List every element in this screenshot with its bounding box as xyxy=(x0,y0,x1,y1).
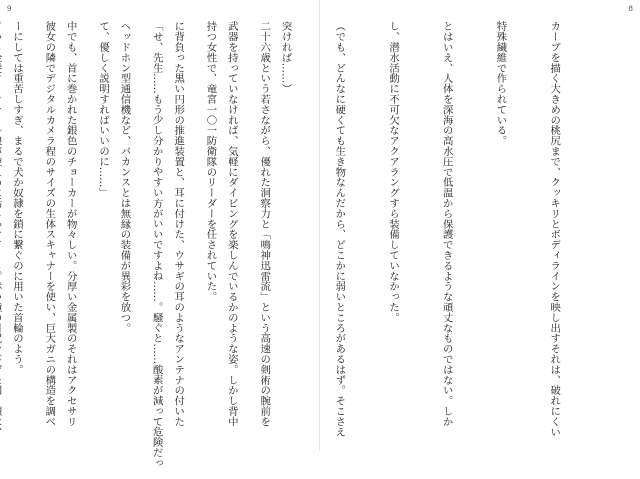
text-line: （でも、どんなに硬くても生き物なんだから、どこかに弱いところがあるはず。そこさえ xyxy=(333,21,346,437)
page-number-right: 8 xyxy=(628,5,633,13)
text-line: し、潜水活動に不可欠なアクアラングすら装備していなかった。 xyxy=(387,21,400,323)
text-line: 持つ女性で、竜宮一〇一防衛隊のリーダーを任されていた。 xyxy=(204,21,217,302)
page-number-left: 9 xyxy=(7,5,12,13)
text-line: て、優しく説明すればいいのに……」 xyxy=(97,21,110,198)
text-line: 二十六歳という若さながら、優れた洞察力と「鳴神迅雷流」という高速の剣術の腕前を xyxy=(258,21,271,427)
text-line: 中でも、首に巻かれた銀色のチョーカーが物々しい。分厚い金属製のそれはアクセサリ xyxy=(64,21,77,427)
text-line: カーブを描く大きめの桃尻まで、クッキリとボディラインを映し出すそれは、破れにくい xyxy=(548,21,561,437)
text-line: 彼女の隣でデジタルカメラ程のサイズの生体スキャナーを使い、巨大ガニの構造を調べ xyxy=(43,21,56,427)
text-line: ヘッドホン型通信機など、パカンスとは無縁の装備が異彩を放つ。 xyxy=(118,21,131,333)
text-line: に背負った黒い円形の推進装置と、耳に付けた、ウサギの耳のようなアンテナの付いた xyxy=(172,21,185,427)
text-line: とはいえ、人体を深海の高水圧で低温から保護できるような頑丈なものではない。しか xyxy=(440,21,453,427)
text-line: 武器を持っていなければ、気軽にダイビングを楽しんでいるかのような姿。しかし背中 xyxy=(225,21,238,427)
text-line: ーにしては重苦しすぎ、まるで犬か奴隷を鎖に繋ぐのに用いた首輪のよう。 xyxy=(11,21,23,375)
text-line: 「せ、先生……もう少し分かりやすい方がいいですよね……。騒ぐと……酸素が減って危険だっ xyxy=(150,21,163,469)
text-line: 突ければ……） xyxy=(279,21,292,94)
text-line: 特殊繊維で作られている。 xyxy=(494,21,507,146)
